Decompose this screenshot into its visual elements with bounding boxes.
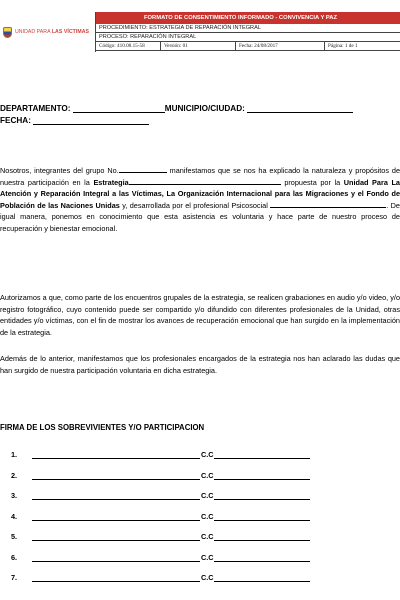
signature-number: 6. [11, 552, 18, 562]
location-fields [0, 104, 353, 113]
strategy-name-blank[interactable] [129, 177, 281, 185]
municipio-blank[interactable] [247, 105, 353, 113]
signature-number: 5. [11, 532, 18, 541]
fecha-field [0, 116, 149, 125]
document-header [0, 4, 400, 62]
signature-number: 4. [11, 511, 18, 521]
form-title: FORMATO DE CONSENTIMIENTO INFORMADO - CONVIVENCIA Y PAZ [96, 12, 400, 24]
codigo: Código: 410.08.15-58 [96, 42, 161, 51]
group-number-blank[interactable] [119, 165, 167, 173]
signature-number: 3. [11, 491, 18, 500]
signature-line[interactable] [32, 540, 200, 541]
signature-line[interactable] [32, 458, 200, 459]
pagina: Página: 1 de 1 [328, 42, 358, 49]
cc-line[interactable] [214, 581, 310, 582]
signature-row [0, 512, 400, 524]
cc-line[interactable] [214, 561, 310, 562]
departamento-label: DEPARTAMENTO: [0, 104, 71, 113]
fecha-doc: Fecha: 24/08/2017 [236, 42, 325, 51]
cc-label: C.C [201, 491, 214, 500]
cc-label: C.C [201, 552, 214, 562]
logo [0, 12, 96, 52]
org-name: UNIDAD PARA LAS VÍCTIMAS [15, 29, 90, 35]
cc-label: C.C [201, 470, 214, 480]
signature-line[interactable] [32, 479, 200, 480]
signature-line[interactable] [32, 520, 200, 521]
signature-row [0, 553, 400, 565]
departamento-blank[interactable] [73, 105, 165, 113]
consent-paragraph-3: Además de lo anterior, manifestamos que los profesionales encargados de la estrategia nos han aclarado las dudas que han surgido de nuestra participación voluntaria en dicha estrategia. [0, 354, 400, 375]
signature-line[interactable] [32, 499, 200, 500]
cc-label: C.C [201, 450, 214, 459]
fecha-label: FECHA: [0, 116, 31, 125]
header-info [96, 12, 400, 51]
consent-paragraph-2: Autorizamos a que, como parte de los encuentros grupales de la estrategia, se realicen grabaciones en audio y/o video, y/o registro fotográfico, cuyo contenido puede ser compartido y/o difundido con diferentes profesionales de la Unidad, otras entidades y/o víctimas, con el fin de mostrar los avances de recuperación emocional que han surgido en la implementación de la estrategia. [0, 293, 400, 337]
cc-label: C.C [201, 511, 214, 521]
proceso-row: PROCESO: REPARACIÓN INTEGRAL [96, 33, 400, 42]
cc-line[interactable] [214, 479, 310, 480]
signature-row [0, 471, 400, 483]
signature-number: 7. [11, 573, 18, 582]
signature-row [0, 532, 400, 544]
procedimiento-row: PROCEDIMIENTO: ESTRATEGIA DE REPARACIÓN INTEGRAL [96, 24, 400, 33]
cc-label: C.C [201, 532, 214, 541]
signature-row [0, 573, 400, 585]
signature-number: 2. [11, 470, 18, 480]
cc-line[interactable] [214, 458, 310, 459]
signatures-heading: FIRMA DE LOS SOBREVIVIENTES Y/O PARTICIPACION [0, 423, 205, 432]
cc-label: C.C [201, 573, 214, 582]
signature-row [0, 450, 400, 462]
meta-row [96, 42, 400, 51]
version: Versión: 01 [161, 42, 236, 51]
consent-paragraph-1: Nosotros, integrantes del grupo No. manifestamos que se nos ha explicado la naturaleza y propósitos de nuestra participación en la Estrategia propuesta por la Unidad Para La Atención y Reparación Integral a las Víctimas, La Organización Internacional para las Migraciones y el Fondo de Población de las Naciones Unidas y, desarrollada por el profesional Psicosocial . De igual manera, ponemos en conocimiento que esta asistencia es voluntaria y hace parte de nuestro proceso de recuperación y bienestar emocional. [0, 166, 400, 233]
colombia-seal-icon [3, 27, 12, 38]
signature-line[interactable] [32, 561, 200, 562]
cc-line[interactable] [214, 540, 310, 541]
psicosocial-name-blank[interactable] [270, 200, 386, 208]
fecha-blank[interactable] [33, 117, 149, 125]
cc-line[interactable] [214, 520, 310, 521]
signature-row [0, 491, 400, 503]
municipio-label: MUNICIPIO/CIUDAD: [164, 104, 245, 113]
signature-line[interactable] [32, 581, 200, 582]
signature-number: 1. [11, 450, 18, 459]
cc-line[interactable] [214, 499, 310, 500]
